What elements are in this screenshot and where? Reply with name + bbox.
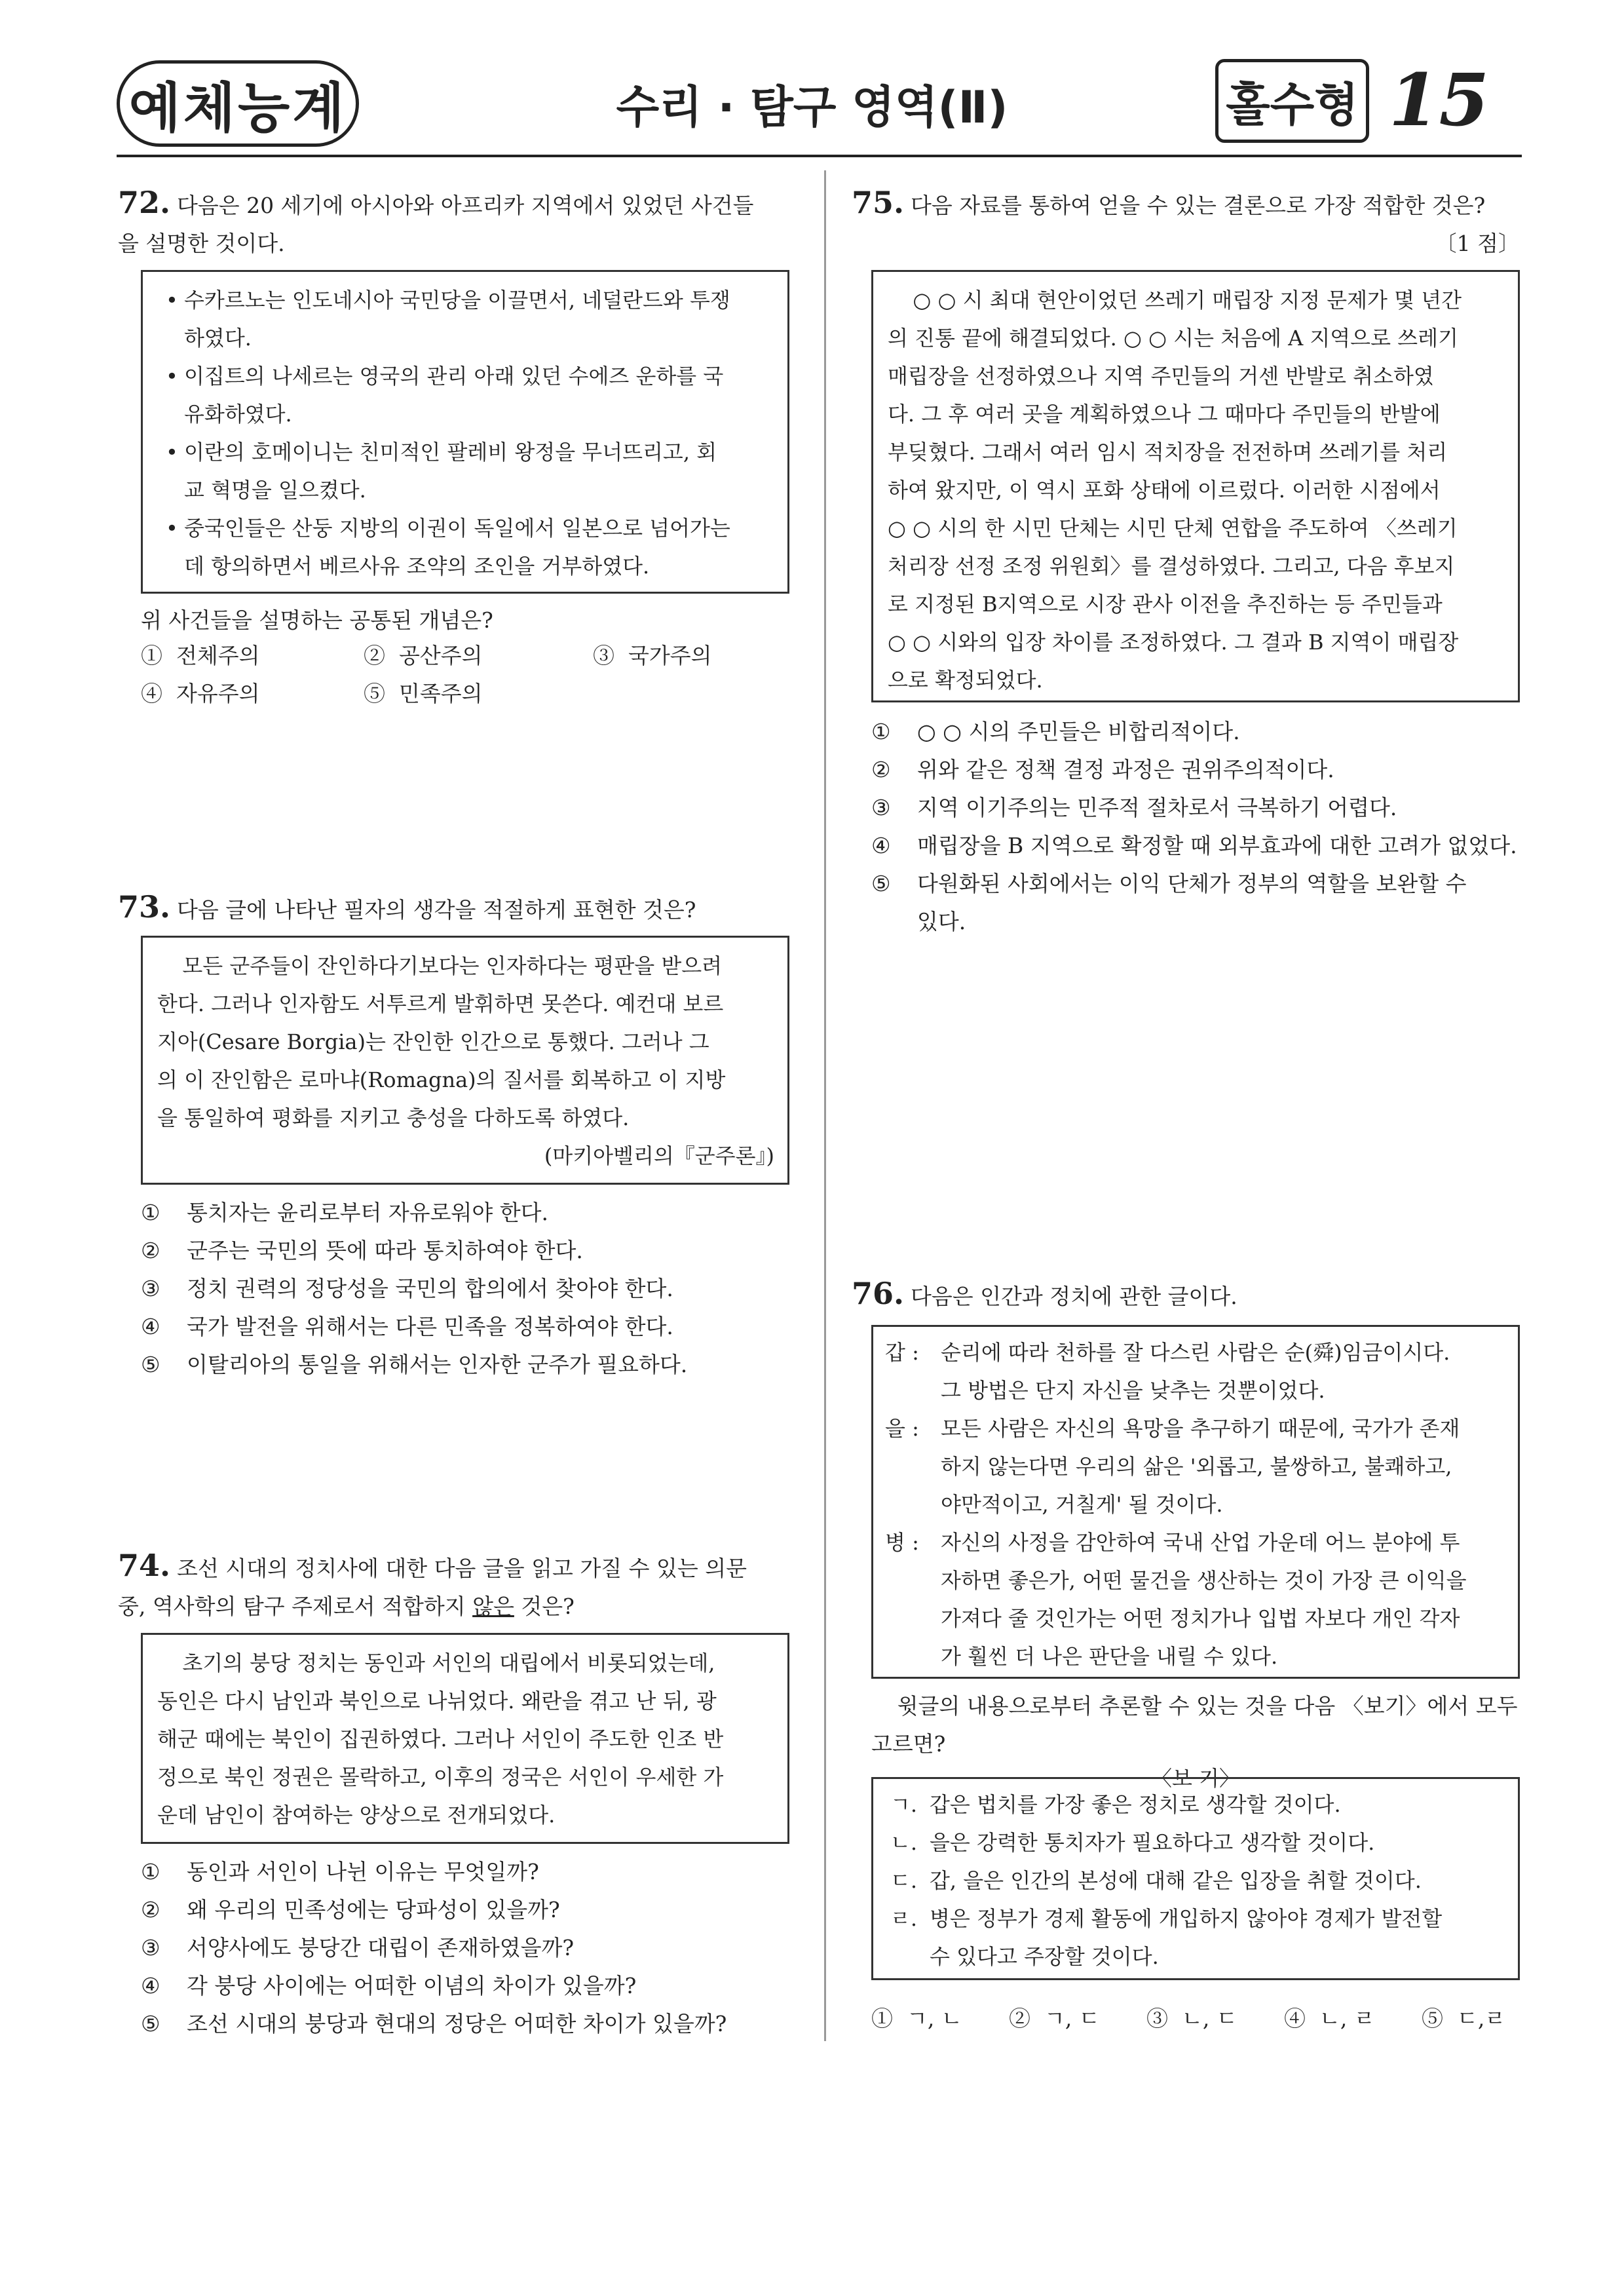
page-title: 수리 · 탐구 영역(Ⅱ) [616,82,1008,134]
points-label: 〔1 점〕 [1435,231,1520,256]
option-1[interactable]: ① ○ ○ 시의 주민들은 비합리적이다. [871,719,1240,744]
question-73-stem [118,888,799,929]
option-5[interactable]: ⑤ 다원화된 사회에서는 이익 단체가 정부의 역할을 보완할 수 있다. [871,871,1467,934]
passage-line: 매립장을 선정하였으나 지역 주민들의 거센 반발로 취소하였 [888,364,1434,389]
option-4[interactable]: ④ 자유주의 [141,681,260,706]
option-2[interactable]: ② 위와 같은 정책 결정 과정은 권위주의적이다. [871,757,1334,782]
bogi-title: 〈보 기〉 [1151,1766,1240,1791]
speaker-statement: 을 : 모든 사람은 자신의 욕망을 추구하기 때문에, 국가가 존재 하지 않는다면 우리의 삶은 '외롭고, 불쌍하고, 불쾌하고, 야만적이고, 거칠게' 될 것이다. [885,1409,1505,1523]
question-72-box [141,270,789,594]
speaker-statement: 갑 : 순리에 따라 천하를 잘 다스린 사람은 순(舜)임금이시다. 그 방법은 단지 자신을 낮추는 것뿐이었다. [885,1333,1505,1409]
passage-line: 정으로 북인 정권은 몰락하고, 이후의 정국은 서인이 우세한 가 [157,1765,724,1789]
bogi-item: ㄴ. 을은 강력한 통치자가 필요하다고 생각할 것이다. [890,1830,1375,1855]
stem-line: 다음은 인간과 정치에 관한 글이다. [911,1284,1237,1309]
question-73-box [141,936,789,1185]
passage-line: ○ ○ 시의 한 시민 단체는 시민 단체 연합을 주도하여 〈쓰레기 [888,516,1458,541]
option-3[interactable]: ③ 국가주의 [593,643,712,668]
option-2[interactable]: ② ㄱ, ㄷ [1009,2006,1100,2031]
option-2[interactable]: ② 공산주의 [364,643,483,668]
passage-source: (마키아벨리의『군주론』) [544,1143,774,1168]
passage-line: 해군 때에는 북인이 집권하였다. 그러나 서인이 주도한 인조 반 [157,1727,724,1751]
column-divider [824,170,826,2041]
passage-line: ○ ○ 시와의 입장 차이를 조정하였다. 그 결과 B 지역이 매립장 [888,630,1459,655]
option-2[interactable]: ② 군주는 국민의 뜻에 따라 통치하여야 한다. [141,1238,583,1263]
option-4[interactable]: ④ 국가 발전을 위해서는 다른 민족을 정복하여야 한다. [141,1314,673,1339]
bogi-item: ㄱ. 갑은 법치를 가장 좋은 정치로 생각할 것이다. [890,1792,1341,1817]
stem-line: 다음 자료를 통하여 얻을 수 있는 결론으로 가장 적합한 것은? [911,193,1486,218]
option-1[interactable]: ① ㄱ, ㄴ [871,2006,962,2031]
header-divider [117,155,1522,157]
question-76-options [871,2000,1526,2038]
question-76-prompt: 윗글의 내용으로부터 추론할 수 있는 것을 다음 〈보기〉에서 모두 고르면? [871,1693,1518,1757]
stem-line: 다음 글에 나타난 필자의 생각을 적절하게 표현한 것은? [177,897,696,923]
option-5[interactable]: ⑤ 이탈리아의 통일을 위해서는 인자한 군주가 필요하다. [141,1352,688,1377]
stem-line: 중, 역사학의 탐구 주제로서 적합하지 [118,1594,473,1619]
question-75-box [871,270,1520,702]
passage-line: 운데 남인이 참여하는 양상으로 전개되었다. [157,1803,556,1827]
passage-line: 동인은 다시 남인과 북인으로 나뉘었다. 왜란을 겪고 난 뒤, 광 [157,1689,717,1713]
list-item: • 이란의 호메이니는 친미적인 팔레비 왕정을 무너뜨리고, 회 교 혁명을 일으켰다. [166,440,717,503]
option-5[interactable]: ⑤ 조선 시대의 붕당과 현대의 정당은 어떠한 차이가 있을까? [141,2011,727,2037]
page-number: 15 [1389,58,1490,142]
question-72-prompt: 위 사건들을 설명하는 공통된 개념은? [141,607,493,633]
speaker-label: 갑 : [885,1340,919,1365]
passage-line: 의 이 잔인함은 로마냐(Romagna)의 질서를 회복하고 이 지방 [157,1067,726,1092]
stem-line: 조선 시대의 정치사에 대한 다음 글을 읽고 가질 수 있는 의문 [177,1556,747,1581]
option-4[interactable]: ④ 각 붕당 사이에는 어떠한 이념의 차이가 있을까? [141,1973,637,1999]
question-72-stem [118,183,793,263]
underlined-word: 않은 [472,1594,514,1619]
question-75-stem [852,183,1520,263]
passage-line: 으로 확정되었다. [888,668,1043,693]
question-number: 75. [852,185,905,220]
bogi-box [871,1777,1520,1980]
passage-line: 한다. 그러나 인자함도 서투르게 발휘하면 못쓴다. 예컨대 보르 [157,991,724,1016]
question-75-options [871,713,1526,941]
passage-line: 모든 군주들이 잔인하다기보다는 인자하다는 평판을 받으려 [182,953,723,978]
passage-line: 다. 그 후 여러 곳을 계획하였으나 그 때마다 주민들의 반발에 [888,402,1441,427]
question-number: 73. [118,889,171,925]
section-badge: 예체능계 [117,60,359,147]
option-3[interactable]: ③ 서양사에도 붕당간 대립이 존재하였을까? [141,1935,575,1961]
bogi-item: ㄹ. 병은 정부가 경제 활동에 개입하지 않아야 경제가 발전할 수 있다고 주장할 것이다. [890,1906,1443,1969]
speaker-label: 병 : [885,1530,919,1555]
question-74-options [141,1853,822,2043]
option-5[interactable]: ⑤ ㄷ,ㄹ [1422,2006,1506,2031]
stem-line: 것은? [514,1594,575,1619]
passage-line: 초기의 붕당 정치는 동인과 서인의 대립에서 비롯되었는데, [182,1651,715,1675]
exam-type-badge: 홀수형 [1215,59,1369,143]
passage-line: 지아(Cesare Borgia)는 잔인한 인간으로 통했다. 그러나 그 [157,1029,709,1054]
list-item: • 중국인들은 산둥 지방의 이권이 독일에서 일본으로 넘어가는 데 항의하면서 베르사유 조약의 조인을 거부하였다. [166,516,730,579]
option-3[interactable]: ③ 정치 권력의 정당성을 국민의 합의에서 찾아야 한다. [141,1276,673,1301]
passage-line: 부딪혔다. 그래서 여러 임시 적치장을 전전하며 쓰레기를 처리 [888,440,1448,465]
stem-line: 다음은 20 세기에 아시아와 아프리카 지역에서 있었던 사건들 [177,193,754,218]
passage-line: 하여 왔지만, 이 역시 포화 상태에 이르렀다. 이러한 시점에서 [888,478,1441,503]
passage-line: 의 진통 끝에 해결되었다. ○ ○ 시는 처음에 A 지역으로 쓰레기 [888,326,1458,351]
option-3[interactable]: ③ ㄴ, ㄷ [1146,2006,1237,2031]
question-number: 76. [852,1276,905,1311]
option-5[interactable]: ⑤ 민족주의 [364,681,483,706]
option-1[interactable]: ① 동인과 서인이 나뉜 이유는 무엇일까? [141,1859,539,1885]
question-number: 72. [118,185,171,220]
question-74-box [141,1633,789,1844]
passage-line: 처리장 선정 조정 위원회〉를 결성하였다. 그리고, 다음 후보지 [888,554,1455,579]
question-72-options [141,637,796,713]
question-76-box [871,1325,1520,1679]
question-72 [118,183,793,263]
passage-line: 로 지정된 B지역으로 시장 관사 이전을 추진하는 등 주민들과 [888,592,1443,617]
option-4[interactable]: ④ ㄴ, ㄹ [1284,2006,1375,2031]
question-74-stem [118,1546,799,1626]
passage-line: 을 통일하여 평화를 지키고 충성을 다하도록 하였다. [157,1105,630,1130]
list-item: • 이집트의 나세르는 영국의 관리 아래 있던 수에즈 운하를 국 유화하였다. [166,364,724,427]
option-3[interactable]: ③ 지역 이기주의는 민주적 절차로서 극복하기 어렵다. [871,795,1397,820]
speaker-statement: 병 : 자신의 사정을 감안하여 국내 산업 가운데 어느 분야에 투 자하면 좋은가, 어떤 물건을 생산하는 것이 가장 큰 이익을 가져다 줄 것인가는 어떤 정치가나 입법 자보다 개인 각자 가 훨씬 더 나은 판단을 내릴 수 있다. [885,1523,1505,1675]
list-item: • 수카르노는 인도네시아 국민당을 이끌면서, 네덜란드와 투쟁 하였다. [166,288,730,351]
passage-line: ○ ○ 시 최대 현안이었던 쓰레기 매립장 지정 문제가 몇 년간 [913,288,1462,313]
speaker-label: 을 : [885,1416,919,1441]
option-2[interactable]: ② 왜 우리의 민족성에는 당파성이 있을까? [141,1897,560,1923]
question-number: 74. [118,1548,171,1583]
bogi-item: ㄷ. 갑, 을은 인간의 본성에 대해 같은 입장을 취할 것이다. [890,1868,1422,1893]
question-76-stem [852,1274,1520,1316]
question-73-options [141,1194,796,1384]
option-1[interactable]: ① 전체주의 [141,643,260,668]
option-1[interactable]: ① 통치자는 윤리로부터 자유로워야 한다. [141,1200,549,1225]
option-4[interactable]: ④ 매립장을 B 지역으로 확정할 때 외부효과에 대한 고려가 없었다. [871,833,1517,858]
stem-line: 을 설명한 것이다. [118,231,285,256]
